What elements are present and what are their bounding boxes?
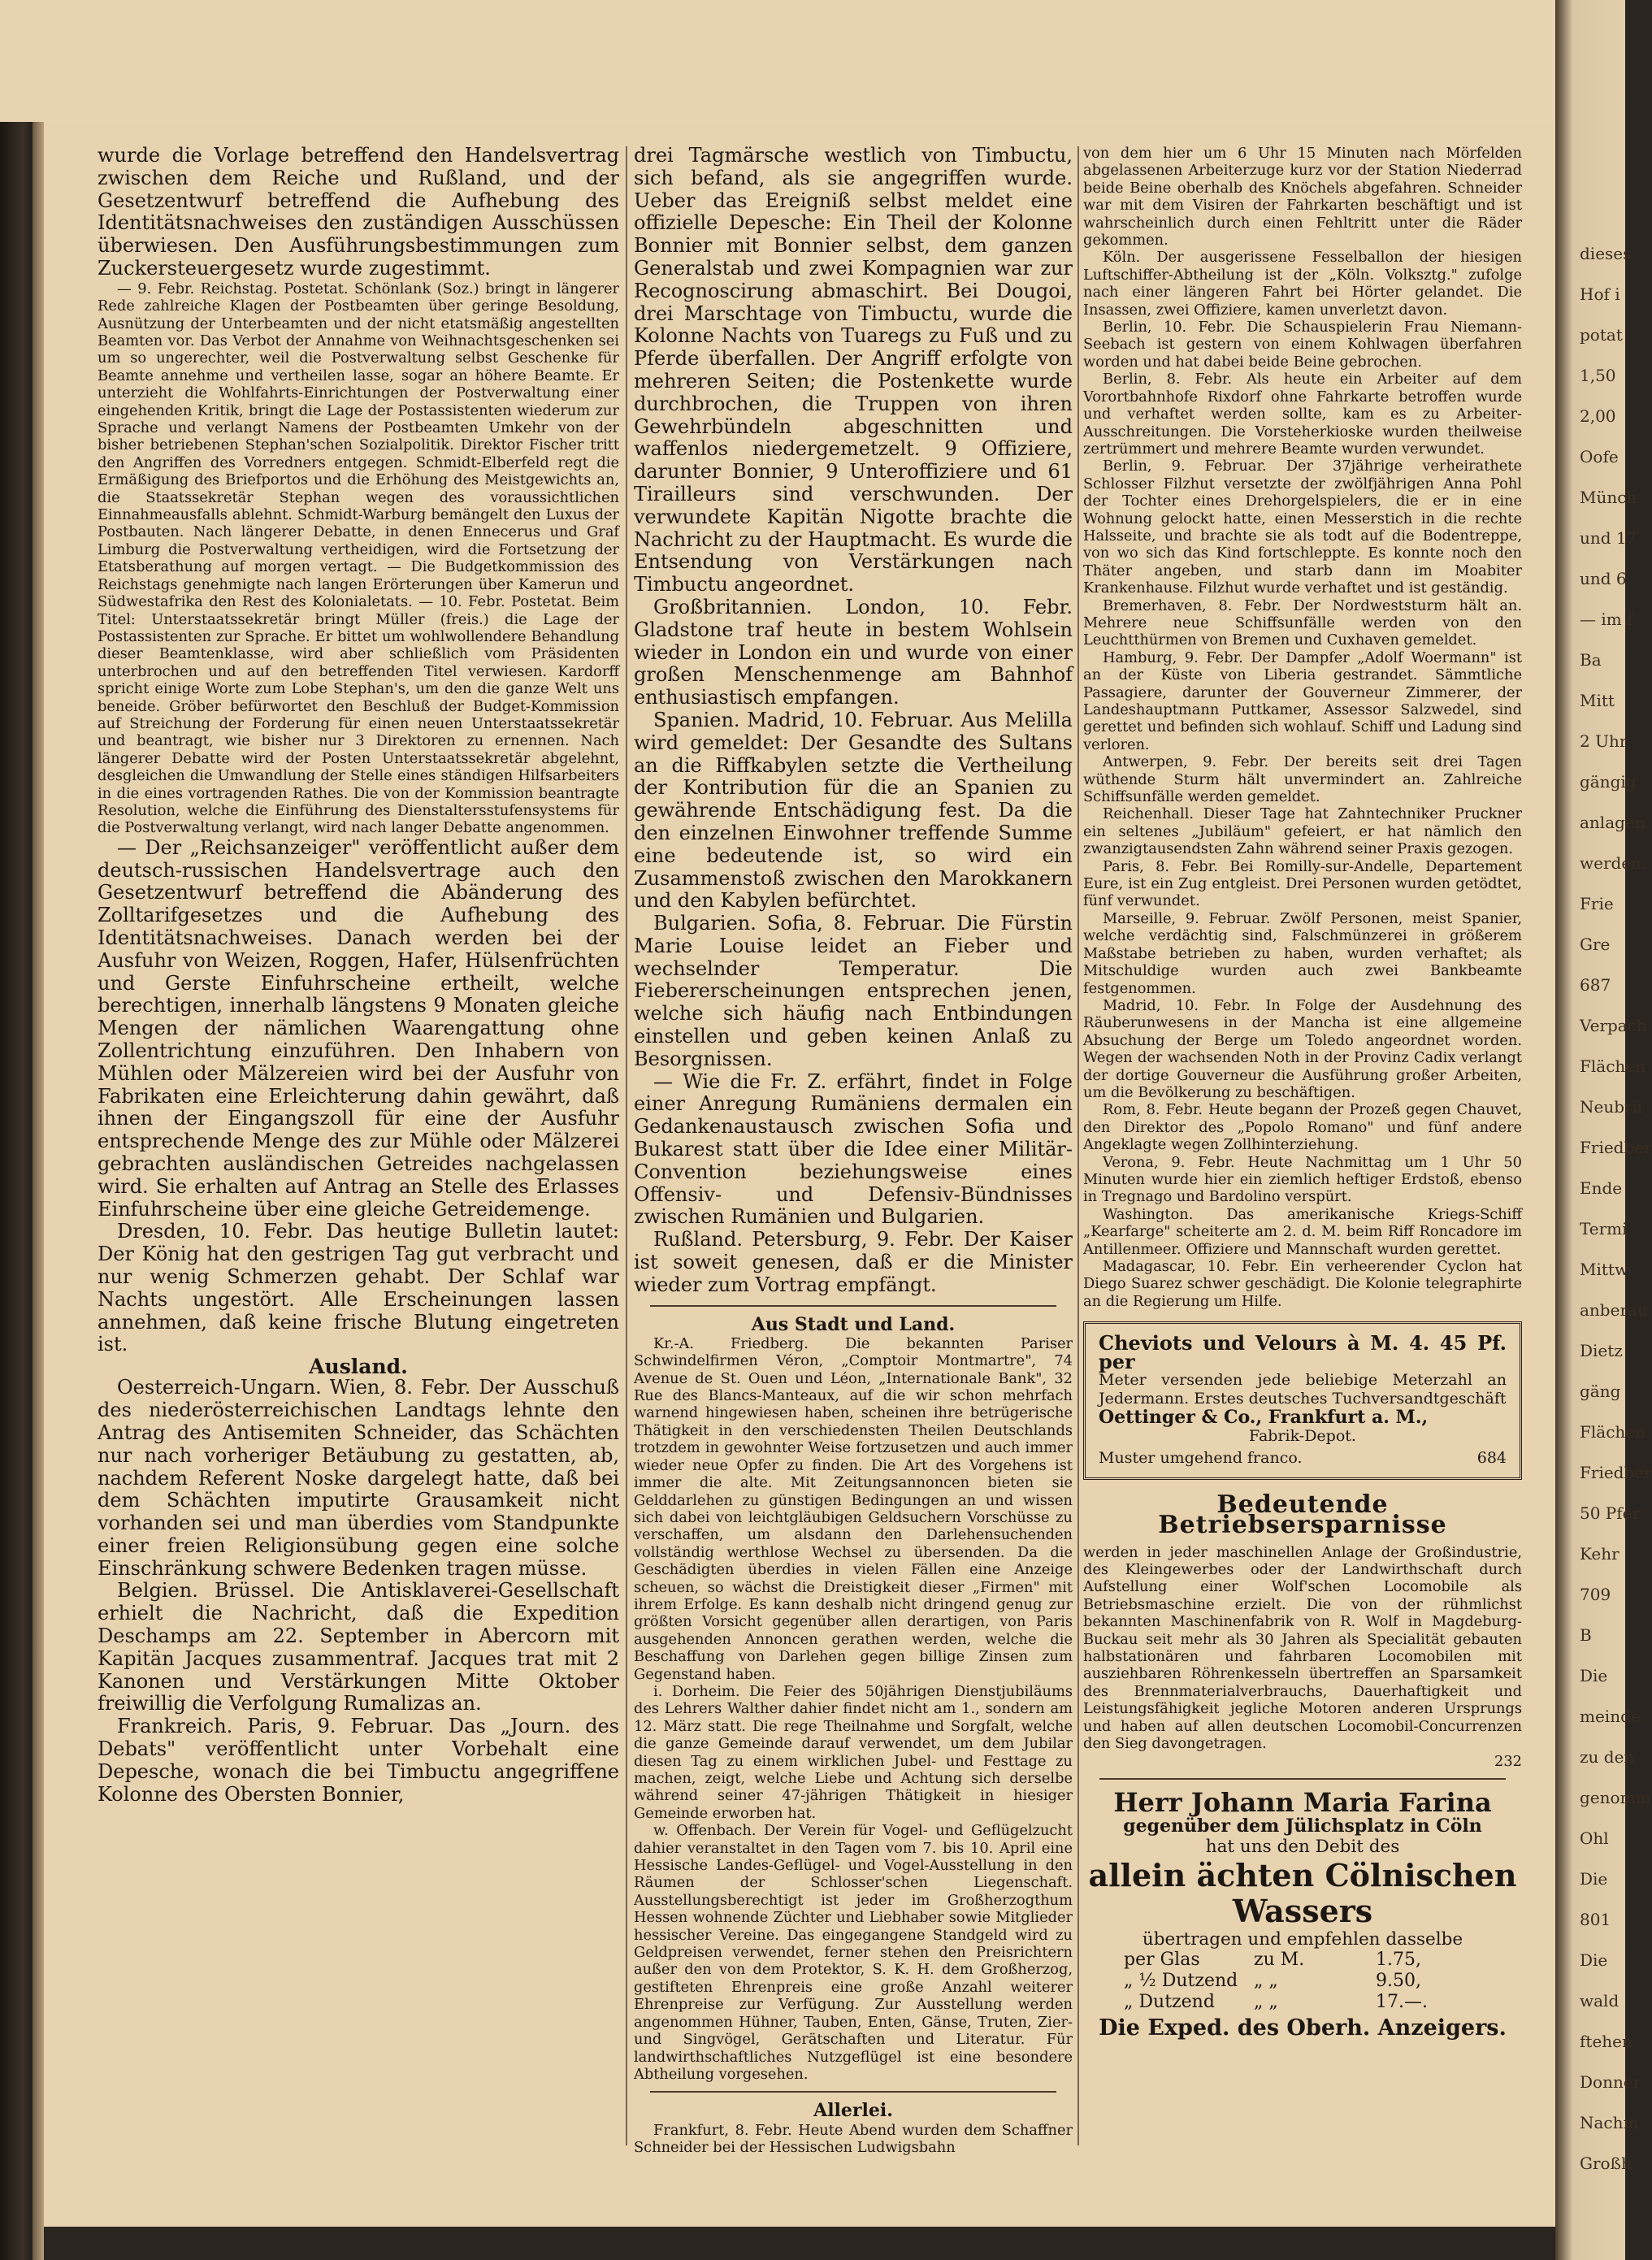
adjacent-page-text: Kehr — [1580, 1544, 1619, 1564]
adjacent-page-text: 50 Pfer — [1580, 1503, 1641, 1523]
adjacent-page-text: Donner — [1580, 2072, 1641, 2092]
article-verona: Verona, 9. Febr. Heute Nachmittag um 1 Uhr 50 Minuten wurde hier ein ziemlich heftiger Erdstoß, ebenso in Tregnago und Bardolino verspürt. — [1083, 1153, 1522, 1206]
article-oesterreich: Oesterreich-Ungarn. Wien, 8. Febr. Der Ausschuß des niederösterreichischen Landtags lehnte den Antrag des Antisemiten Schneider, das Schächten nur nach vorheriger Betäubung zu gestatten, ab, nachdem Referent Noske dargelegt hatte, daß bei dem Schächten imputirte Grausamkeit nicht vorhanden sei und man überdies vom Standpunkte einer freien Religionsübung gegen eine solche Einschränkung schwere Bedenken tragen müsse. — [98, 1376, 619, 1580]
article-washington: Washington. Das amerikanische Kriegs-Schiff „Kearfarge" scheiterte am 2. d. M. beim Riff Roncadore im Antillenmeer. Offiziere und Mannschaft wurden gerettet. — [1083, 1205, 1522, 1258]
adjacent-page-text: Flächen — [1580, 1056, 1645, 1076]
adjacent-page-text: Frie — [1580, 894, 1614, 913]
book-binding — [0, 0, 33, 2260]
adjacent-page-text: Hof i — [1580, 284, 1620, 304]
article-grossbritannien: Großbritannien. London, 10. Febr. Gladstone traf heute in bestem Wohlsein wieder in London ein und wurde von einer großen Menschenmenge am Bahnhof enthusiastisch empfangen. — [634, 595, 1073, 709]
adjacent-page-text: 2,00 — [1580, 406, 1616, 426]
article-offenbach: w. Offenbach. Der Verein für Vogel- und Geflügelzucht dahier veranstaltet in den Tagen vom 7. bis 10. April eine Hessische Landes-Geflügel- und Vogel-Ausstellung in den Räumen der Schlosser'schen Liegenschaft. Ausstellungsberechtigt ist jeder im Großherzogthum Hessen wohnende Züchter und Liebhaber sowie Mitglieder hessischer Vereine. Das eingegangene Standgeld wird zu Geldpreisen verwendet, ferner stehen den Preisrichtern außer den von dem Protektor, S. K. H. dem Großherzog, gestifteten Ehrenpreis eine große Anzahl weiterer Ehrenpreise zur Verfügung. Zur Ausstellung werden angenommen Hühner, Tauben, Enten, Gänse, Truten, Zier- und Singvögel, Gerätschaften und Literatur. Für landwirthschaftliches Nutzgeflügel ist eine besondere Abtheilung vorgesehen. — [634, 1822, 1073, 2083]
adjacent-page-text: Münch — [1580, 488, 1637, 507]
article-berlin-2: Berlin, 8. Febr. Als heute ein Arbeiter auf dem Vorortbahnhofe Rixdorf ohne Fahrkarte betroffen wurde und verhaftet werden sollte, kam es zu Arbeiter-Ausschreitungen. Die Vorsteherkioske wurden theilweise zertrümmert und mehrere Beamte wurden verwundet. — [1083, 371, 1522, 458]
adjacent-page-text: Die — [1580, 1666, 1608, 1685]
ad-divider — [1099, 1778, 1506, 1780]
adjacent-page-text: Ohl — [1580, 1828, 1609, 1848]
adjacent-page-text: Friedber — [1580, 1463, 1652, 1482]
adjacent-page-text: B — [1580, 1625, 1592, 1645]
column-rule-1 — [626, 146, 627, 2145]
adjacent-page-text: 687 — [1580, 975, 1611, 995]
price-value: 17.—. — [1376, 1991, 1428, 2012]
ad-betriebsersparnisse — [1083, 1490, 1522, 1770]
adjacent-page-text: Mittw — [1580, 1260, 1629, 1279]
adjacent-page-text: werden. — [1580, 853, 1647, 873]
column-2 — [634, 145, 1073, 2156]
adjacent-page-text: Dietz — [1580, 1341, 1623, 1360]
article-niederrad: von dem hier um 6 Uhr 15 Minuten nach Mörfelden abgelassenen Arbeiterzuge kurz vor der Station Niederrad beide Beine oberhalb des Knöchels abgefahren. Schneider war mit dem Visiren der Fahrkarten beschäftigt und ist wahrscheinlich durch einen Fehltritt unter die Räder gekommen. — [1083, 145, 1522, 249]
adjacent-page-text: ftehen — [1580, 2032, 1632, 2051]
article-friedberg: Kr.-A. Friedberg. Die bekannten Pariser Schwindelfirmen Véron, „Comptoir Montmartre", 74 Avenue de St. Ouen und Léon, „Internationale Bank", 32 Rue des Blancs-Manteaux, auf die wir schon mehrfach warnend hingewiesen haben, scheinen ihre betrügerische Thätigkeit in den verschiedensten Theilen Deutschlands trotzdem in gewohnter Weise fortzusetzen und auch immer wieder neue Opfer zu finden. Die Art des Vorgehens ist immer die alte. Mit Zeitungsannoncen bieten sie Gelddarlehen zu günstigen Bedingungen an und wissen sich dabei von leichtgläubigen Geldsuchern Vorschüsse zu verschaffen, um alsdann den Darlehensuchenden vollständig werthlose Wechsel zu übersenden. Da die Geschädigten überdies in vielen Fällen eine Anzeige scheuen, so wächst die Dreistigkeit dieser „Firmen" mit ihrem Erfolge. Es kann deshalb nicht dringend genug zur größten Vorsicht gegenüber allen derartigen, von Paris ausgehenden Annoncen gerathen werden, welche die Beschaffung von Darlehen gegen billige Zinsen zum Gegenstand haben. — [634, 1334, 1073, 1683]
heading-allerlei: Allerlei. — [813, 2100, 893, 2122]
adjacent-page-text: Großh — [1580, 2154, 1632, 2173]
column-1 — [98, 145, 619, 1806]
ad-cheviots-body: Meter versenden jede beliebige Meterzahl an Jedermann. Erstes deutsches Tuchversandtgeschäft — [1099, 1371, 1507, 1408]
ad-farina-footer: Die Exped. des Oberh. Anzeigers. — [1099, 2015, 1507, 2041]
adjacent-page-text: potat — [1580, 325, 1623, 345]
adjacent-page-text: Neubrü — [1580, 1097, 1643, 1117]
article-frankreich: Frankreich. Paris, 9. Februar. Das „Journ. des Debats" veröffentlicht unter Vorbehalt eine Depesche, wonach die bei Timbuctu angegriffene Kolonne des Obersten Bonnier, — [98, 1715, 619, 1806]
adjacent-page-text: dieses — [1580, 244, 1632, 263]
price-label: zu M. — [1254, 1949, 1305, 1970]
article-rom: Rom, 8. Febr. Heute begann der Prozeß gegen Chauvet, den Direktor des „Popolo Romano" und fünf andere Angeklagte wegen Zollhinterziehung. — [1083, 1101, 1522, 1154]
adjacent-page-text: Verpach — [1580, 1016, 1647, 1035]
article-madrid: Madrid, 10. Febr. In Folge der Ausdehnung des Räuberunwesens in der Mancha ist eine allgemeine Absuchung der Berge um Toledo angeordnet worden. Wegen der wachsenden Noth in der Provinz Cadix verlangt der dortige Gouverneur die Ausführung großer Arbeiten, um die Bevölkerung zu beschäftigen. — [1083, 996, 1522, 1101]
ad-betriebsersparnisse-title: Bedeutende Betriebsersparnisse — [1158, 1490, 1447, 1540]
adjacent-page-text: Oofe — [1580, 447, 1619, 466]
adjacent-page-text: — im f — [1580, 609, 1633, 629]
price-value: 1.75, — [1376, 1949, 1421, 1970]
adjacent-page-text: Die — [1580, 1869, 1608, 1889]
article-spanien: Spanien. Madrid, 10. Februar. Aus Melilla wird gemeldet: Der Gesandte des Sultans an die Riffkabylen setzte die Vertheilung der Kontribution für die an Spanien zu gewährende Entschädigung fest. Da die den einzelnen Einwohner treffende Summe eine bedeutende ist, so wird ein Zusammenstoß zwischen den Marokkanern und den Kabylen befürchtet. — [634, 708, 1073, 913]
price-value: 9.50, — [1376, 1970, 1421, 1991]
adjacent-page-text: Friedber — [1580, 1138, 1652, 1157]
article-paris: Paris, 8. Febr. Bei Romilly-sur-Andelle, Departement Eure, ist ein Zug entgleist. Drei Personen wurden getödtet, fünf verwundet. — [1083, 857, 1522, 910]
adjacent-page-text: Ende — [1580, 1178, 1623, 1198]
price-label: „ „ — [1254, 1970, 1278, 1991]
column-rule-2 — [1077, 146, 1079, 2145]
adjacent-page-text: anlagen — [1580, 813, 1645, 832]
ad-farina-title: Herr Johann Maria Farina — [1113, 1786, 1492, 1818]
adjacent-page-text: 1,50 — [1580, 366, 1616, 385]
ad-farina-line3: übertragen und empfehlen dasselbe — [1142, 1928, 1463, 1950]
section-divider — [650, 1305, 1056, 1307]
ad-cheviots-ref: 684 — [1476, 1449, 1507, 1468]
article-berlin-1: Berlin, 10. Febr. Die Schauspielerin Frau Niemann-Seebach ist gestern von einem Kohlwagen überfahren worden und hat dabei beide Beine gebrochen. — [1083, 319, 1522, 371]
article-belgien: Belgien. Brüssel. Die Antisklaverei-Gesellschaft erhielt die Nachricht, daß die Expedition Deschamps am 22. September in Abercorn mit Kapitän Jacques zusammentraf. Jacques trat mit 2 Kanonen und Verstärkungen Mitte Oktober freiwillig die Verfolgung Rumalizas an. — [98, 1579, 619, 1716]
section-divider — [650, 2091, 1056, 2093]
ad-farina-line1: gegenüber dem Jülichsplatz in Cöln — [1123, 1815, 1482, 1837]
adjacent-page-text: anberau — [1580, 1300, 1648, 1320]
ad-cheviots-firm: Oettinger & Co., Frankfurt a. M., — [1099, 1407, 1429, 1429]
adjacent-page-text: 801 — [1580, 1910, 1611, 1929]
article-reichsanzeiger: — Der „Reichsanzeiger" veröffentlicht außer dem deutsch-russischen Handelsvertrage auch den Gesetzentwurf betreffend die Abänderung des Zolltarifgesetzes und die Aufhebung des Identitätsnachweises. Danach werden bei der Ausfuhr von Weizen, Roggen, Hafer, Hülsenfrüchten und Gerste Einfuhrscheine ertheilt, welche berechtigen, innerhalb längstens 9 Monaten gleiche Mengen der nämlichen Waarengattung ohne Zollentrichtung einzuführen. Den Inhabern von Mühlen oder Mälzereien wird bei der Ausfuhr von Fabrikaten eine Erleichterung dahin gewährt, daß ihnen der Eingangszoll für eine der Ausfuhr entsprechende Menge des zur Mühle oder Mälzerei gebrachten ausländischen Getreides nachgelassen wird. Sie erhalten auf Antrag an Stelle des Erlasses Einfuhrscheine über eine gleiche Getreidemenge. — [98, 835, 619, 1221]
heading-ausland: Ausland. — [309, 1355, 408, 1379]
adjacent-page-text: und 6 — [1580, 569, 1627, 588]
price-unit: „ Dutzend — [1124, 1991, 1215, 2012]
article-berlin-3: Berlin, 9. Februar. Der 37jährige verheirathete Schlosser Filzhut versetzte der zwölfjährigen Anna Pohl der Tochter eines Drehorgelspielers, die er in eine Wohnung gelockt hatte, einen Messerstich in die rechte Halsseite, und brachte sie als todt auf die Bodentreppe, von wo sich das Kind fortschleppte. Es konnte noch den Thäter angeben, und starb dann im Moabiter Krankenhause. Filzhut wurde verhaftet und ist geständig. — [1083, 458, 1522, 597]
adjacent-page-fragment — [1555, 0, 1652, 2260]
ad-cheviots-footer: Muster umgehend franco. — [1099, 1449, 1303, 1468]
article-frankfurt: Frankfurt, 8. Febr. Heute Abend wurden dem Schaffner Schneider bei der Hessischen Ludwigsbahn — [634, 2121, 1073, 2156]
article-marseille: Marseille, 9. Februar. Zwölf Personen, meist Spanier, welche verdächtig sind, Falschmünzerei in größerem Maßstabe betrieben zu haben, wurden verhaftet; als Mitschuldige wurden auch zwei Bankbeamte festgenommen. — [1083, 909, 1522, 997]
page-edge — [33, 0, 44, 2260]
ad-betriebsersparnisse-body: werden in jeder maschinellen Anlage der Großindustrie, des Kleingewerbes oder der Landwirthschaft durch Aufstellung einer Wolf'schen Locomobile als Betriebsmaschine erzielt. Die von der rühmlichst bekannten Maschinenfabrik von R. Wolf in Magdeburg-Buckau seit mehr als 30 Jahren als Specialität gebauten halbstationären und fahrbaren Locomobilen mit ausziehbaren Röhrenkesseln übertreffen an Sparsamkeit des Brennmaterialverbrauchs, Dauerhaftigkeit und Leistungsfähigkeit jegliche Motoren anderen Ursprungs und haben auf allen deutschen Locomobil-Concurrenzen den Sieg davongetragen. — [1083, 1543, 1522, 1753]
article-hamburg: Hamburg, 9. Febr. Der Dampfer „Adolf Woermann" ist an der Küste von Liberia gestrandet. Sämmtliche Passagiere, darunter der Gouverneur Zimmerer, der Landeshauptmann Puttkamer, Assessor Salzwedel, sind gerettet und befinden sich wohlauf. Schiff und Ladung sind verloren. — [1083, 649, 1522, 753]
adjacent-page-text: Gre — [1580, 935, 1611, 954]
article-bulgarien: Bulgarien. Sofia, 8. Februar. Die Fürstin Marie Louise leidet an Fieber und wechselnder Temperatur. Die Fiebererscheinungen entsprechen jenen, welche sich häufig nach Entbindungen einstellen und geben keinen Anlaß zu Besorgnissen. — [634, 912, 1073, 1070]
adjacent-page-text: 2 Uhr — [1580, 731, 1628, 751]
ad-farina-price-list — [1083, 1950, 1522, 2013]
article-koeln: Köln. Der ausgerissene Fesselballon der hiesigen Luftschiffer-Abtheilung ist der „Köln. Volksztg." zufolge nach einer längeren Fahrt bei Hörter gelandet. Die Insassen, zwei Offiziere, kamen unverletzt davon. — [1083, 249, 1522, 319]
article-handelsvertrag: wurde die Vorlage betreffend den Handelsvertrag zwischen dem Reiche und Rußland, und der Gesetzentwurf betreffend die Aufhebung des Identitätsnachweises den zuständigen Ausschüssen überwiesen. Den Ausführungsbestimmungen zum Zuckersteuergesetz wurde zugestimmt. — [98, 144, 619, 280]
ad-cheviots-depot: Fabrik-Depot. — [1249, 1427, 1356, 1446]
price-unit: per Glas — [1124, 1949, 1200, 1970]
article-antwerpen: Antwerpen, 9. Febr. Der bereits seit drei Tagen wüthende Sturm hält unvermindert an. Zahlreiche Schiffsunfälle werden gemeldet. — [1083, 753, 1522, 806]
article-madagascar: Madagascar, 10. Febr. Ein verheerender Cyclon hat Diego Suarez schwer geschädigt. Die Kolonie telegraphirte an die Regierung um Hilfe. — [1083, 1258, 1522, 1310]
heading-aus-stadt-und-land: Aus Stadt und Land. — [751, 1313, 956, 1335]
article-dresden: Dresden, 10. Febr. Das heutige Bulletin lautet: Der König hat den gestrigen Tag gut verbracht und nur wenig Schmerzen gehabt. Der Schlaf war Nachts ungestört. Alle Erscheinungen lassen annehmen, daß keine frische Blutung eingetreten ist. — [98, 1220, 619, 1356]
article-russland: Rußland. Petersburg, 9. Febr. Der Kaiser ist soweit genesen, daß er die Minister wieder zum Vortrag empfängt. — [634, 1228, 1073, 1296]
adjacent-page-text: Mitt — [1580, 691, 1615, 710]
column-3 — [1083, 145, 1522, 2041]
article-timbuctu: drei Tagmärsche westlich von Timbuctu, sich befand, als sie angegriffen wurde. Ueber das Ereigniß selbst meldet eine offizielle Depesche: Ein Theil der Kolonne Bonnier mit Bonnier selbst, dem ganzen Generalstab und zwei Kompagnien war zur Recognoscirung abmaschirt. Bei Dougoi, drei Marschtage von Timbuctu, wurde die Kolonne Nachts von Tuaregs zu Fuß und zu Pferde überfallen. Der Angriff erfolgte von mehreren Seiten; die Postenkette wurde durchbrochen, die Truppen von ihren Gewehrbündeln abgeschnitten und waffenlos niedergemetzelt. 9 Offiziere, darunter Bonnier, 9 Unteroffiziere und 61 Tirailleurs sind verschwunden. Der verwundete Kapitän Nigotte brachte die Nachricht zu der Hauptmacht. Es wurde die Entsendung von Verstärkungen nach Timbuctu angeordnet. — [634, 144, 1073, 596]
price-label: „ „ — [1254, 1991, 1278, 2012]
adjacent-page-text: und 17 — [1580, 528, 1637, 548]
page-top-margin — [0, 0, 1560, 122]
adjacent-page-text: wald — [1580, 1991, 1619, 2011]
price-unit: „ ½ Dutzend — [1124, 1970, 1238, 1991]
adjacent-page-text: Die — [1580, 1950, 1608, 1970]
article-rumaenien: — Wie die Fr. Z. erfährt, findet in Folge einer Anregung Rumäniens dermalen ein Gedankenaustausch zwischen Sofia und Bukarest statt über die Idee einer Militär-Convention beziehungsweise eines Offensiv- und Defensiv-Bündnisses zwischen Rumänien und Bulgarien. — [634, 1069, 1073, 1229]
article-bremerhaven: Bremerhaven, 8. Febr. Der Nordweststurm hält an. Mehrere neue Schiffsunfälle werden von den Leuchtthürmen von Bremen und Cuxhaven gemeldet. — [1083, 596, 1522, 649]
adjacent-page-text: gängig — [1580, 772, 1637, 792]
article-dorheim: i. Dorheim. Die Feier des 50jährigen Dienstjubiläums des Lehrers Walther dahier findet nicht am 1., sondern am 12. März statt. Die rege Theilnahme und Sorgfalt, welche die ganze Gemeinde darauf verwendet, um dem Jubilar diesen Tag zu einem wirklichen Jubel- und Festtage zu machen, zeigt, welche Liebe und Achtung sich derselbe während seiner 47-jährigen Thätigkeit in hiesiger Gemeinde erworben hat. — [634, 1682, 1073, 1822]
adjacent-page-text: zu den — [1580, 1747, 1635, 1767]
ad-farina-line2: hat uns den Debit des — [1205, 1837, 1400, 1858]
adjacent-page-text: meinde — [1580, 1707, 1641, 1726]
ad-betriebsersparnisse-ref: 232 — [1494, 1752, 1522, 1770]
adjacent-page-text: Nachm — [1580, 2113, 1639, 2132]
ad-farina-big: allein ächten Cölnischen Wassers — [1088, 1856, 1517, 1929]
ad-cheviots — [1083, 1321, 1522, 1480]
adjacent-page-text: genomm — [1580, 1788, 1651, 1807]
ad-cheviots-headline: Cheviots und Velours à M. 4. 45 Pf. per — [1099, 1331, 1507, 1374]
article-reichenhall: Reichenhall. Dieser Tage hat Zahntechniker Pruckner ein seltenes „Jubiläum" gefeiert, er hat nämlich den zwanzigtausendsten Zahn während seiner Praxis gezogen. — [1083, 805, 1522, 858]
adjacent-page-text: Termi — [1580, 1219, 1628, 1238]
adjacent-page-text: Flächen — [1580, 1422, 1645, 1442]
adjacent-page-text: 709 — [1580, 1585, 1611, 1604]
article-reichstag: — 9. Febr. Reichstag. Postetat. Schönlank (Soz.) bringt in längerer Rede zahlreiche Klagen der Postbeamten über geringe Besoldung, Ausnützung der Unterbeamten und der nicht etatsmäßig angestellten Beamten vor. Das Verbot der Annahme von Weihnachtsgeschenken sei um so ungerechter, weil die Postverwaltung selbst Geschenke für Beamte annehme und vertheilen lasse, sogar an höhere Beamte. Er unterzieht die Wohlfahrts-Einrichtungen der Postverwaltung einer eingehenden Kritik, bringt die Lage der Postassistenten wiederum zur Sprache und verlangt Namens der Postbeamten Umkehr von der bisher betriebenen Stephan'schen Sozialpolitik. Direktor Fischer tritt den Angriffen des Vorredners entgegen. Schmidt-Elberfeld regt die Ermäßigung des Briefportos und die Erhöhung des Meistgewichts an, die Staatssekretär Stephan wegen des voraussichtlichen Einnahmeausfalls ablehnt. Schmidt-Warburg bemängelt den Luxus der Postbauten. Nach längerer Debatte, in denen Ennecerus und Graf Limburg die Postverwaltung vertheidigen, wird die Fortsetzung der Etatsberathung auf morgen vertagt. — Die Budgetkommission des Reichstags genehmigte nach langen Erörterungen über Kamerun und Südwestafrika den Rest des Kolonialetats. — 10. Febr. Postetat. Beim Titel: Unterstaatssekretär bringt Müller (freis.) die Lage der Postassistenten zur Sprache. Er bittet um wohlwollendere Behandlung dieser Beamtenklasse, wird aber schließlich vom Präsidenten unterbrochen und auf den betreffenden Titel verwiesen. Kardorff spricht einige Worte zum Lobe Stephan's, um den die ganze Welt uns beneide. Gröber befürwortet den Beschluß der Budget-Kommission auf Streichung der Forderung für einen neuen Unterstaatssekretär und beantragt, wie bisher nur 3 Direktoren zu ernennen. Nach längerer Debatte wird der Posten Unterstaatssekretär abgelehnt, desgleichen die Umwandlung der Stelle eines ständigen Hilfsarbeiters in die eines vortragenden Rathes. Die von der Kommission beantragte Resolution, welche die Einführung des Dienstaltersstufensystems für die Postverwaltung verlangt, wird nach langer Debatte angenommen. — [98, 280, 619, 837]
ad-farina — [1083, 1786, 1522, 2041]
adjacent-page-text: gäng — [1580, 1382, 1621, 1401]
adjacent-page-text: Ba — [1580, 650, 1602, 670]
